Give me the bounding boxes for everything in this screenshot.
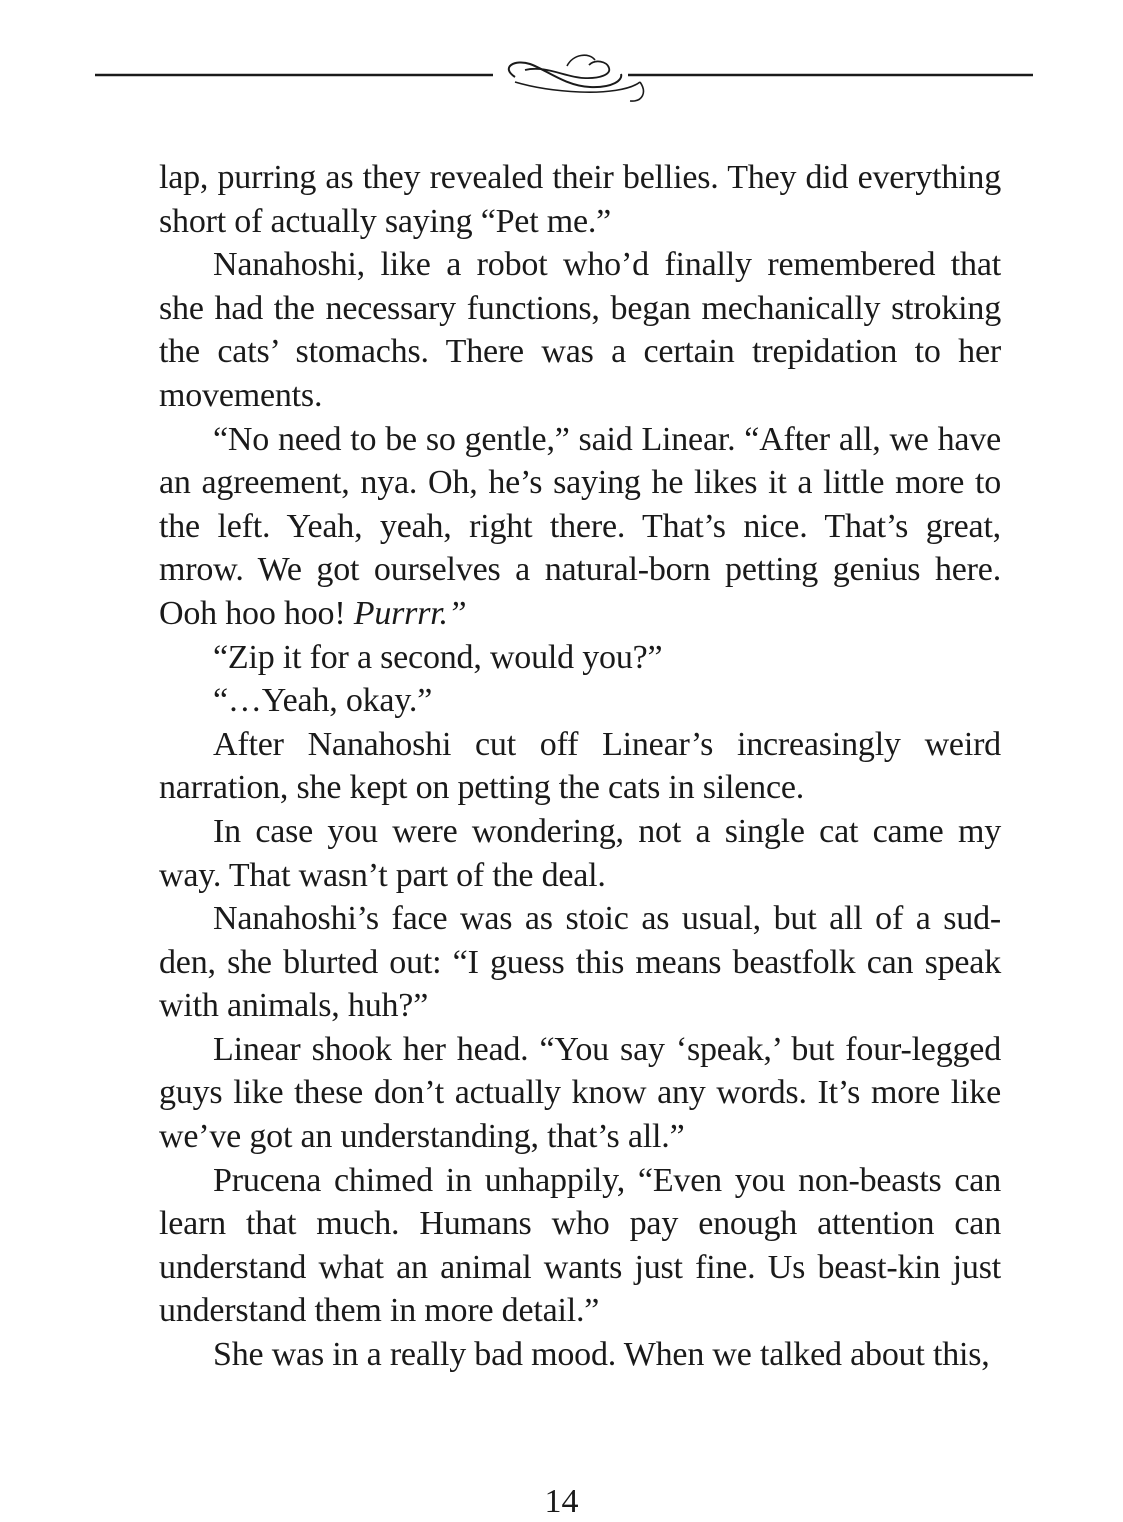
paragraph: lap, purring as they revealed their bellies. They did everything short of actually saying “Pet me.” — [159, 159, 1001, 240]
paragraph: Prucena chimed in unhappily, “Even you non-beasts can learn that much. Humans who pay enough attention can understand what an animal wants just fine. Us beast-kin just understand them in more detail.” — [159, 1161, 1001, 1330]
paragraph-italic-text: Purrrr.” — [353, 594, 467, 632]
paragraph: “Zip it for a second, would you?” — [213, 638, 663, 676]
paragraph: After Nanahoshi cut off Linear’s increasingly weird narration, she kept on petting the cats in silence. — [159, 725, 1001, 807]
paragraph: In case you were wondering, not a single cat came my way. That wasn’t part of the deal. — [159, 812, 1001, 894]
paragraph: She was in a really bad mood. When we talked about this, — [213, 1336, 990, 1374]
flourish-divider-icon — [95, 44, 1033, 108]
paragraph — [159, 418, 1001, 636]
paragraph: “…Yeah, okay.” — [213, 682, 433, 720]
paragraph: Nanahoshi, like a robot who’d finally remembered that she had the necessary functions, began mechanically stroking the cats’ stomachs. There was a certain trepidation to her movements. — [159, 246, 1001, 414]
paragraph: Nanahoshi’s face was as stoic as usual, but all of a sud-den, she blurted out: “I guess this means beastfolk can speak with animals, huh?” — [159, 900, 1001, 1025]
page-number: 14 — [544, 1483, 579, 1520]
body-text — [159, 156, 1001, 1377]
paragraph-text: “No need to be so gentle,” said Linear. “After all, we have an agreement, nya. Oh, he’s saying he likes it a little more to the left. Yeah, yeah, right there. That’s nice. That’s great, mrow. We got ourselves a natural-born petting genius here. Ooh hoo hoo! — [159, 420, 1001, 632]
paragraph: Linear shook her head. “You say ‘speak,’ but four-legged guys like these don’t actually know any words. It’s more like we’ve got an understanding, that’s all.” — [159, 1030, 1001, 1156]
